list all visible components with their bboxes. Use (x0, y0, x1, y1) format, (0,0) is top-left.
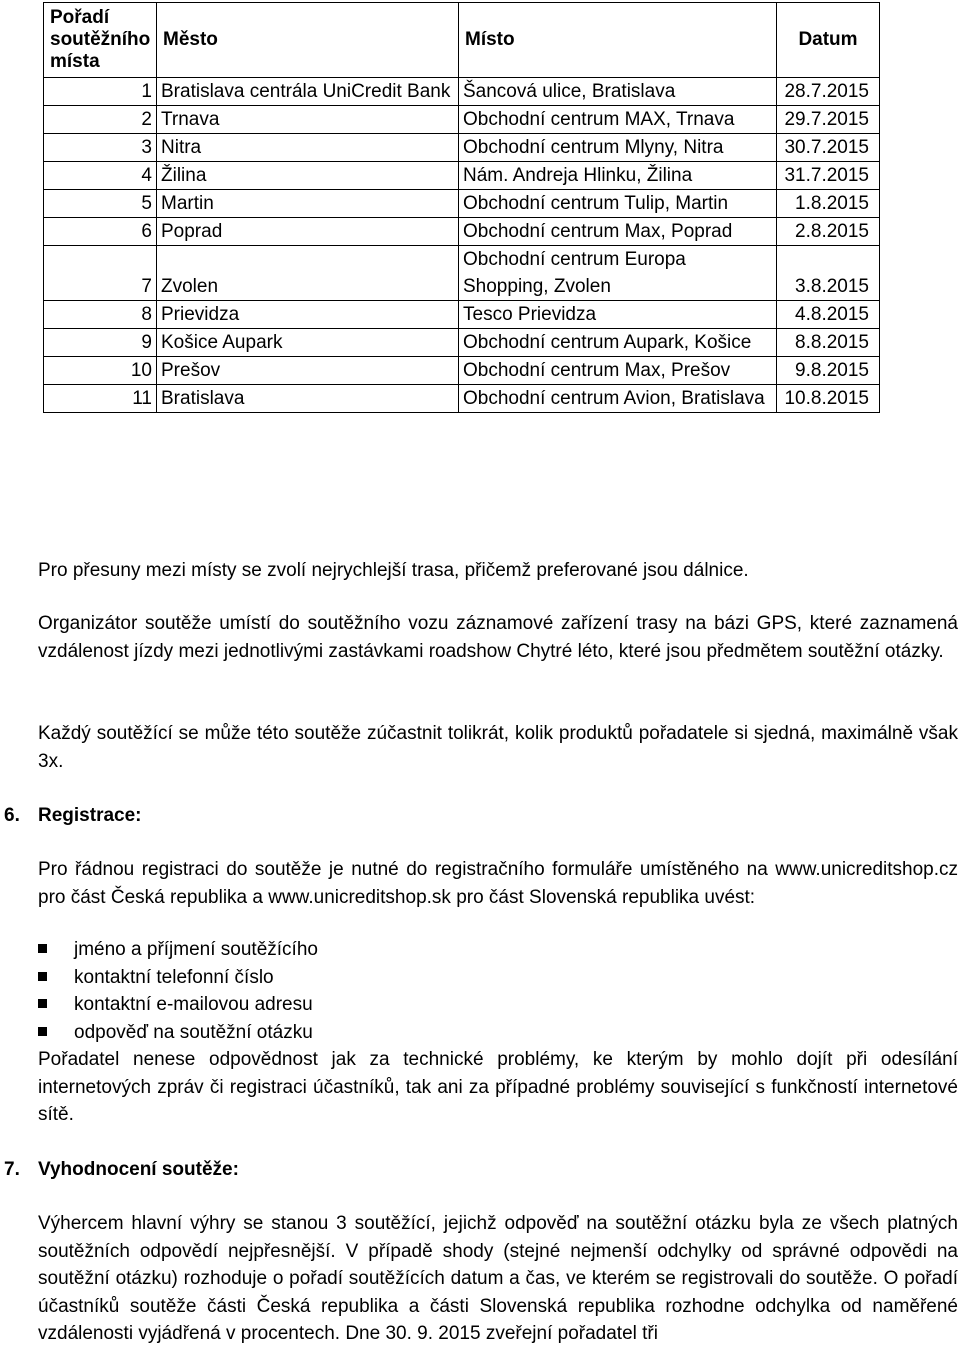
cell-date: 10.8.2015 (777, 385, 880, 413)
square-bullet-icon (38, 972, 47, 981)
cell-city: Zvolen (157, 246, 459, 301)
square-bullet-icon (38, 944, 47, 953)
cell-place: Šancová ulice, Bratislava (459, 78, 777, 106)
square-bullet-icon (38, 1027, 47, 1036)
cell-city: Trnava (157, 106, 459, 134)
table-row (44, 78, 880, 106)
table-row (44, 106, 880, 134)
table-row (44, 246, 880, 301)
table-row (44, 218, 880, 246)
cell-place: Tesco Prievidza (459, 301, 777, 329)
list-item: kontaktní e-mailovou adresu (38, 991, 318, 1019)
cell-number: 9 (44, 329, 157, 357)
cell-city: Martin (157, 190, 459, 218)
square-bullet-icon (38, 999, 47, 1008)
cell-place: Obchodní centrum Max, Poprad (459, 218, 777, 246)
header-place: Místo (459, 3, 777, 78)
cell-city: Bratislava (157, 385, 459, 413)
cell-number: 5 (44, 190, 157, 218)
cell-place: Obchodní centrum Tulip, Martin (459, 190, 777, 218)
section-7-number: 7. (4, 1159, 20, 1180)
header-city: Město (157, 3, 459, 78)
cell-city: Košice Aupark (157, 329, 459, 357)
cell-city: Bratislava centrála UniCredit Bank (157, 78, 459, 106)
cell-number: 7 (44, 246, 157, 301)
cell-place: Nám. Andreja Hlinku, Žilina (459, 162, 777, 190)
cell-city: Prievidza (157, 301, 459, 329)
cell-date: 30.7.2015 (777, 134, 880, 162)
section-6-outro: Pořadatel nenese odpovědnost jak za technické problémy, ke kterým by mohlo dojít při odesílání internetových zpráv či registraci účastníků, tak ani za případné problémy související s funkčností internetové sítě. (38, 1049, 958, 1125)
table-row (44, 190, 880, 218)
cell-date: 1.8.2015 (777, 190, 880, 218)
cell-date: 31.7.2015 (777, 162, 880, 190)
cell-place: Obchodní centrum Aupark, Košice (459, 329, 777, 357)
cell-number: 10 (44, 357, 157, 385)
cell-city: Nitra (157, 134, 459, 162)
table-row (44, 134, 880, 162)
cell-place: Obchodní centrum MAX, Trnava (459, 106, 777, 134)
cell-date: 9.8.2015 (777, 357, 880, 385)
table-row (44, 162, 880, 190)
cell-place: Obchodní centrum Mlyny, Nitra (459, 134, 777, 162)
roadshow-schedule-table (43, 2, 880, 413)
cell-number: 1 (44, 78, 157, 106)
cell-city: Žilina (157, 162, 459, 190)
section-7-heading (0, 1156, 239, 1183)
cell-date: 28.7.2015 (777, 78, 880, 106)
table-row (44, 329, 880, 357)
header-rank: Pořadí soutěžního místa (44, 3, 157, 78)
section-6-heading (0, 802, 142, 829)
table-row (44, 357, 880, 385)
list-item: odpověď na soutěžní otázku (38, 1019, 318, 1047)
cell-date: 29.7.2015 (777, 106, 880, 134)
cell-number: 6 (44, 218, 157, 246)
cell-place: Obchodní centrum Avion, Bratislava (459, 385, 777, 413)
cell-number: 8 (44, 301, 157, 329)
cell-city: Prešov (157, 357, 459, 385)
paragraph-routes: Pro přesuny mezi místy se zvolí nejrychlejší trasa, přičemž preferované jsou dálnice. (38, 560, 749, 581)
section-7-text: Výhercem hlavní výhry se stanou 3 soutěžící, jejichž odpověď na soutěžní otázku byla ze všech platných soutěžních odpovědí nejpřesnější. V případě shody (stejné nejmenší odchylky od správné odpovědi na soutěžní otázku) rozhoduje o pořadí soutěžících datum a čas, ve kterém se registrovali do soutěže. O pořadí účastníků soutěže části Česká republika a části Slovenská republika rozhodne odchylka od naměřené vzdálenosti vyjádřená v procentech. Dne 30. 9. 2015 zveřejní pořadatel tři (38, 1213, 958, 1344)
section-6-intro: Pro řádnou registraci do soutěže je nutné do registračního formuláře umístěného na www.unicreditshop.cz pro část Česká republika a www.unicreditshop.sk pro část Slovenská republika uvést: (38, 859, 958, 908)
cell-date: 8.8.2015 (777, 329, 880, 357)
list-item: kontaktní telefonní číslo (38, 964, 318, 992)
cell-place: Obchodní centrum Max, Prešov (459, 357, 777, 385)
section-6-number: 6. (4, 805, 20, 826)
registration-fields-list (38, 936, 318, 1046)
table-row (44, 301, 880, 329)
paragraph-gps: Organizátor soutěže umístí do soutěžního vozu záznamové zařízení trasy na bázi GPS, které zaznamená vzdálenost jízdy mezi jednotlivými zastávkami roadshow Chytré léto, které jsou předmětem soutěžní otázky. (38, 613, 958, 662)
table-header-row (44, 3, 880, 78)
table-row (44, 385, 880, 413)
cell-date: 4.8.2015 (777, 301, 880, 329)
cell-number: 4 (44, 162, 157, 190)
cell-number: 3 (44, 134, 157, 162)
cell-date: 2.8.2015 (777, 218, 880, 246)
cell-number: 2 (44, 106, 157, 134)
header-date: Datum (777, 3, 880, 78)
cell-number: 11 (44, 385, 157, 413)
cell-place: Obchodní centrum Europa Shopping, Zvolen (459, 246, 777, 301)
cell-date: 3.8.2015 (777, 246, 880, 301)
cell-city: Poprad (157, 218, 459, 246)
paragraph-participation: Každý soutěžící se může této soutěže zúčastnit tolikrát, kolik produktů pořadatele si sjedná, maximálně však 3x. (38, 723, 958, 772)
section-6-title: Registrace: (38, 805, 142, 826)
list-item: jméno a příjmení soutěžícího (38, 936, 318, 964)
section-7-title: Vyhodnocení soutěže: (38, 1159, 239, 1180)
